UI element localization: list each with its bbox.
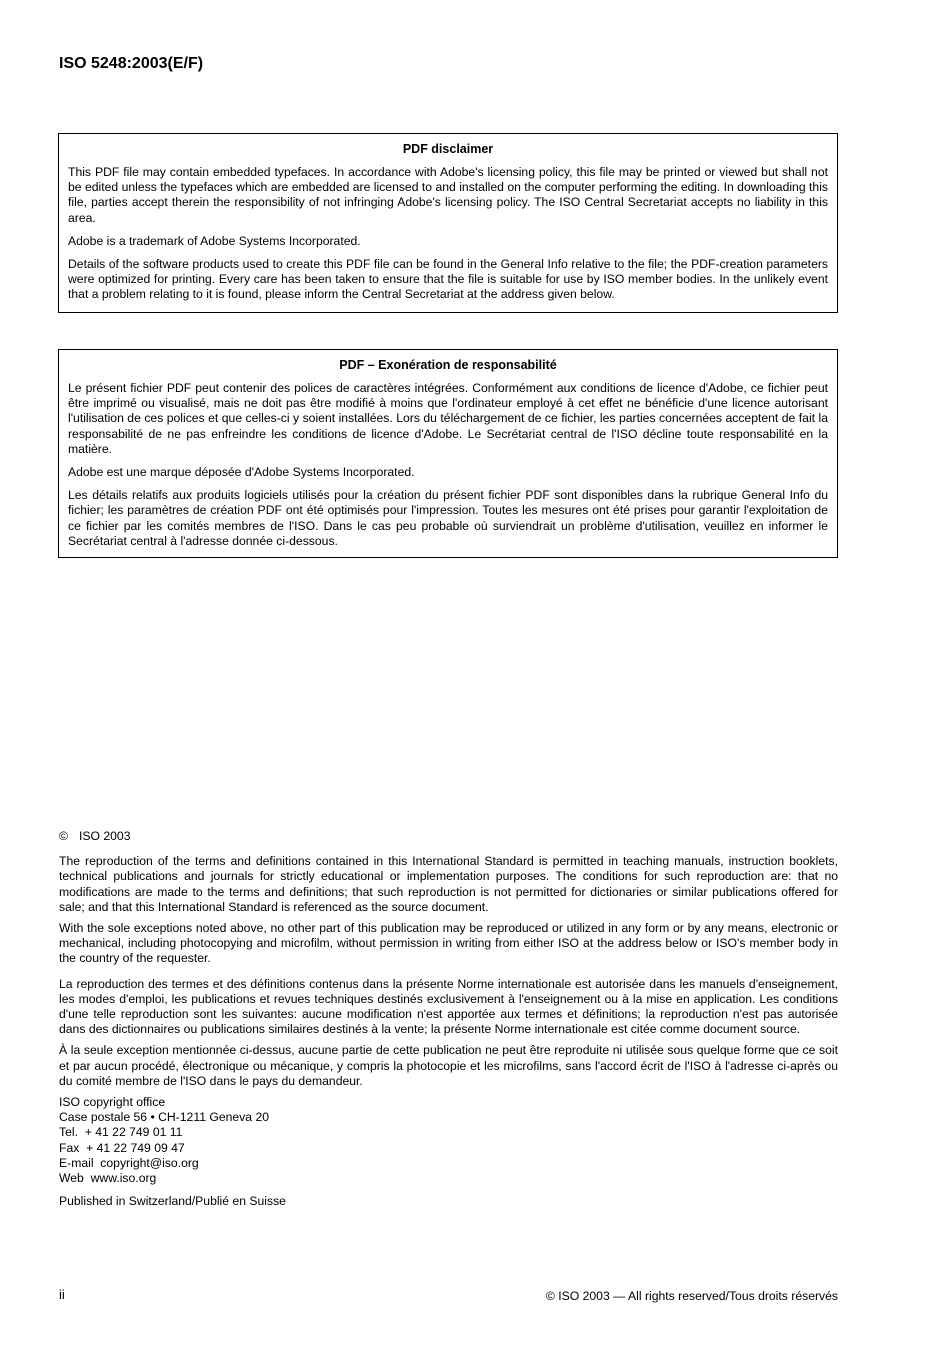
copyright-section	[59, 829, 838, 1215]
copyright-heading	[59, 829, 838, 844]
copyright-paragraph: The reproduction of the terms and definitions contained in this International Standard is permitted in teaching manuals, instruction booklets, technical publications and journals for strictly educational or implementation purposes. The conditions for such reproduction are: that no modifications are made to the terms and definitions; that such reproduction is not permitted for dictionaries or similar publications offered for sale; and that this International Standard is referenced as the source document.	[59, 854, 838, 914]
address-line: Web www.iso.org	[59, 1171, 157, 1186]
exoneration-paragraph: Adobe est une marque déposée d'Adobe Systems Incorporated.	[68, 465, 415, 480]
published-line: Published in Switzerland/Publié en Suisse	[59, 1194, 286, 1209]
pdf-disclaimer-title: PDF disclaimer	[402, 142, 494, 156]
pdf-exoneration-box	[58, 349, 838, 558]
copyright-year-label: ISO 2003	[79, 829, 131, 843]
copyright-symbol: ©	[59, 829, 68, 843]
exoneration-paragraph: Les détails relatifs aux produits logiciels utilisés pour la création du présent fichier PDF sont disponibles dans la rubrique General Info du fichier; les paramètres de création PDF ont été optimisés pour l'impression. Toutes les mesures ont été prises pour garantir l'exploitation de ce fichier par les comités membres de l'ISO. Dans le cas peu probable où surviendrait un problème d'utilisation, veuillez en informer le Secrétariat central à l'adresse donnée ci-dessous.	[68, 488, 828, 548]
exoneration-paragraph: Le présent fichier PDF peut contenir des polices de caractères intégrées. Conformément aux conditions de licence d'Adobe, ce fichier peut être imprimé ou visualisé, mais ne doit pas être modifié à moins que l'ordinateur employé à cet effet ne bénéficie d'une licence autorisant l'utilisation de ces polices et que celles-ci y soient installées. Lors du téléchargement de ce fichier, les parties concernées acceptent de fait la responsabilité de ne pas enfreindre les conditions de licence d'Adobe. Le Secrétariat central de l'ISO décline toute responsabilité en la matière.	[68, 381, 828, 456]
disclaimer-paragraph: This PDF file may contain embedded typefaces. In accordance with Adobe's licensing policy, this file may be printed or viewed but shall not be edited unless the typefaces which are embedded are licensed to and installed on the computer performing the editing. In downloading this file, parties accept therein the responsibility of not infringing Adobe's licensing policy. The ISO Central Secretariat accepts no liability in this area.	[68, 165, 828, 225]
copyright-paragraph: La reproduction des termes et des définitions contenus dans la présente Norme internationale est autorisée dans les manuels d'enseignement, les modes d'emploi, les publications et revues techniques destinés exclusivement à l'enseignement ou à la mise en application. Les conditions d'une telle reproduction sont les suivantes: aucune modification n'est apportée aux termes et définitions; la reproduction n'est pas autorisée dans des dictionnaires ou publications similaires destinés à la vente; la présente Norme internationale est citée comme document source.	[59, 976, 838, 1037]
disclaimer-paragraph: Adobe is a trademark of Adobe Systems Incorporated.	[68, 233, 361, 248]
document-header-title: ISO 5248:2003(E/F)	[59, 55, 204, 72]
page-number: ii	[59, 1287, 65, 1302]
copyright-paragraph: À la seule exception mentionnée ci-dessus, aucune partie de cette publication ne peut être reproduite ni utilisée sous quelque forme que ce soit et par aucun procédé, électronique ou mécanique, y compris la photocopie et les microfilms, sans l'accord écrit de l'ISO à l'adresse ci-après ou du comité membre de l'ISO dans le pays du demandeur.	[59, 1043, 838, 1088]
footer-rights: © ISO 2003 — All rights reserved/Tous droits réservés	[545, 1289, 838, 1303]
address-line: ISO copyright office	[59, 1095, 166, 1110]
address-line: Case postale 56 • CH-1211 Geneva 20	[59, 1110, 270, 1125]
address-line: Tel. + 41 22 749 01 11	[59, 1125, 183, 1140]
pdf-exoneration-title: PDF – Exonération de responsabilité	[339, 358, 557, 372]
address-line: E-mail copyright@iso.org	[59, 1155, 199, 1170]
copyright-paragraph: With the sole exceptions noted above, no other part of this publication may be reproduced or utilized in any form or by any means, electronic or mechanical, including photocopying and microfilm, without permission in writing from either ISO at the address below or ISO's member body in the country of the requester.	[59, 921, 838, 966]
iso-address-block	[59, 1095, 838, 1186]
disclaimer-paragraph: Details of the software products used to create this PDF file can be found in the General Info relative to the file; the PDF-creation parameters were optimized for printing. Every care has been taken to ensure that the file is suitable for use by ISO member bodies. In the unlikely event that a problem relating to it is found, please inform the Central Secretariat at the address given below.	[68, 257, 828, 302]
address-line: Fax + 41 22 749 09 47	[59, 1140, 185, 1155]
pdf-disclaimer-box	[58, 133, 838, 313]
